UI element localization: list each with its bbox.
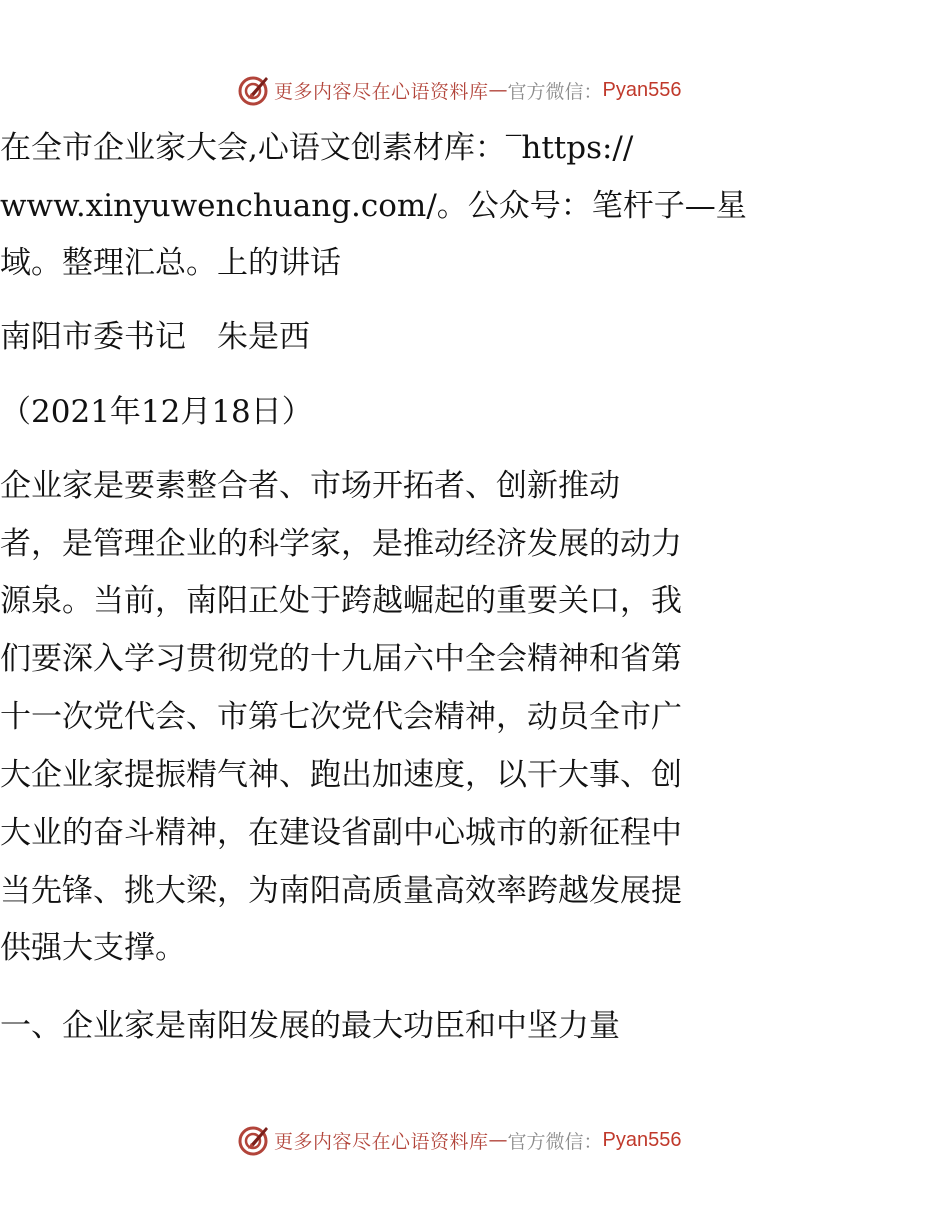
watermark-wechat-id: Pyan556 — [602, 78, 682, 101]
quill-logo-icon — [236, 73, 270, 107]
text-line: 当先锋、挑大梁，为南阳高质量高效率跨越发展提 — [0, 873, 682, 909]
watermark-official-label: 官方微信： — [507, 80, 603, 103]
text-line: 供强大支撑。 — [0, 930, 186, 966]
header-watermark — [236, 72, 756, 108]
footer-watermark — [236, 1122, 756, 1158]
text-line: 在全市企业家大会,心语文创素材库：‾https:// — [0, 130, 634, 166]
watermark-separator: — — [488, 79, 508, 101]
text-line: 者，是管理企业的科学家，是推动经济发展的动力 — [0, 526, 682, 562]
text-line: 源泉。当前，南阳正处于跨越崛起的重要关口，我 — [0, 583, 682, 619]
watermark-title: 更多内容尽在心语资料库 — [274, 80, 489, 103]
text-line: 十一次党代会、市第七次党代会精神，动员全市广 — [0, 699, 682, 735]
section-heading: 一、企业家是南阳发展的最大功臣和中坚力量 — [0, 1008, 620, 1044]
text-line: www.xinyuwenchuang.com/。公众号：笔杆子—星 — [0, 188, 747, 224]
watermark-wechat-id: Pyan556 — [602, 1128, 682, 1151]
text-line: 们要深入学习贯彻党的十九届六中全会精神和省第 — [0, 641, 682, 677]
text-line: 大企业家提振精气神、跑出加速度，以干大事、创 — [0, 757, 682, 793]
watermark-separator: — — [488, 1129, 508, 1151]
date-line: （2021年12月18日） — [0, 394, 313, 430]
watermark-official-label: 官方微信： — [507, 1130, 603, 1153]
watermark-title: 更多内容尽在心语资料库 — [274, 1130, 489, 1153]
text-line: 大业的奋斗精神，在建设省副中心城市的新征程中 — [0, 815, 682, 851]
text-line: 域。整理汇总。上的讲话 — [0, 245, 341, 281]
text-line: 企业家是要素整合者、市场开拓者、创新推动 — [0, 468, 620, 504]
quill-logo-icon — [236, 1123, 270, 1157]
author-line: 南阳市委书记 朱是西 — [0, 319, 310, 355]
